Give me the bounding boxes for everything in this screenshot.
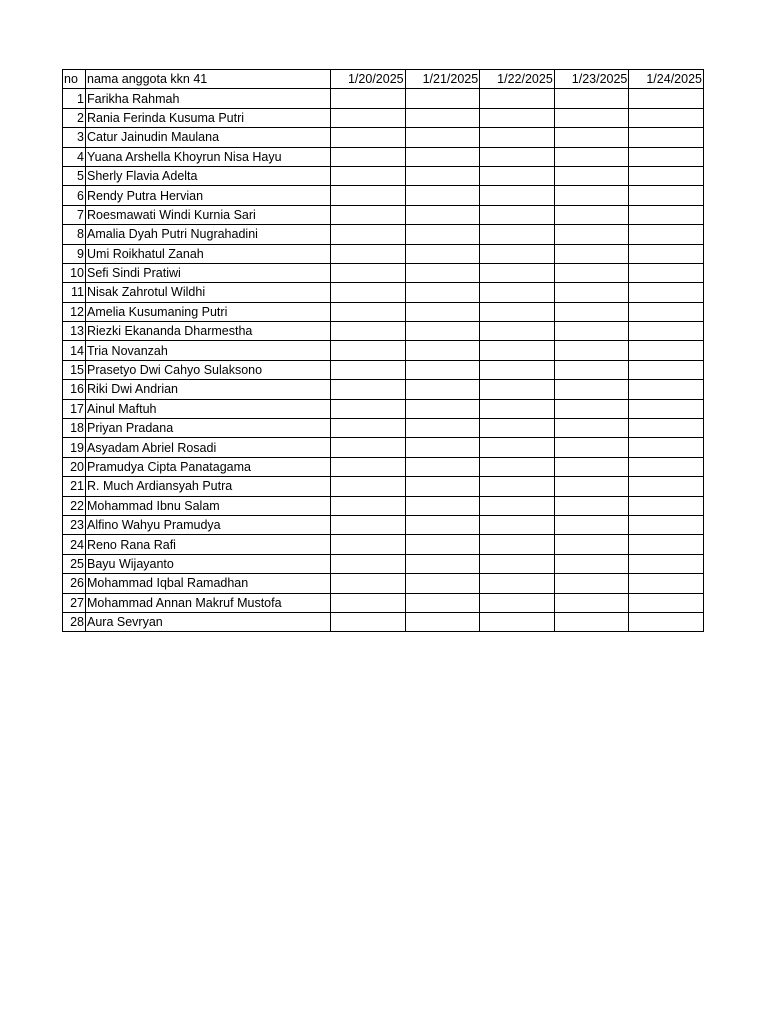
table-row bbox=[63, 515, 704, 534]
member-name: Farikha Rahmah bbox=[86, 89, 331, 108]
attendance-cell bbox=[331, 244, 406, 263]
member-name: Ainul Maftuh bbox=[86, 399, 331, 418]
attendance-cell bbox=[331, 263, 406, 282]
attendance-cell bbox=[480, 496, 555, 515]
attendance-cell bbox=[554, 593, 629, 612]
attendance-cell bbox=[554, 147, 629, 166]
attendance-cell bbox=[405, 205, 480, 224]
member-name: Tria Novanzah bbox=[86, 341, 331, 360]
member-name: Rendy Putra Hervian bbox=[86, 186, 331, 205]
attendance-cell bbox=[405, 322, 480, 341]
attendance-cell bbox=[405, 263, 480, 282]
row-number: 16 bbox=[63, 380, 86, 399]
attendance-cell bbox=[480, 612, 555, 631]
table-row bbox=[63, 89, 704, 108]
attendance-cell bbox=[405, 360, 480, 379]
attendance-cell bbox=[629, 574, 704, 593]
row-number: 25 bbox=[63, 554, 86, 573]
attendance-cell bbox=[629, 341, 704, 360]
attendance-cell bbox=[331, 496, 406, 515]
header-date: 1/22/2025 bbox=[480, 70, 555, 89]
table-row bbox=[63, 399, 704, 418]
attendance-cell bbox=[554, 457, 629, 476]
attendance-cell bbox=[554, 535, 629, 554]
attendance-cell bbox=[629, 535, 704, 554]
table-row bbox=[63, 419, 704, 438]
attendance-cell bbox=[480, 205, 555, 224]
attendance-cell bbox=[554, 205, 629, 224]
attendance-cell bbox=[480, 128, 555, 147]
attendance-cell bbox=[331, 108, 406, 127]
attendance-cell bbox=[331, 166, 406, 185]
row-number: 14 bbox=[63, 341, 86, 360]
attendance-cell bbox=[480, 283, 555, 302]
attendance-cell bbox=[331, 322, 406, 341]
attendance-cell bbox=[405, 554, 480, 573]
attendance-cell bbox=[629, 186, 704, 205]
attendance-cell bbox=[331, 283, 406, 302]
attendance-cell bbox=[554, 263, 629, 282]
member-name: Umi Roikhatul Zanah bbox=[86, 244, 331, 263]
table-row bbox=[63, 283, 704, 302]
attendance-cell bbox=[331, 225, 406, 244]
row-number: 27 bbox=[63, 593, 86, 612]
attendance-cell bbox=[480, 302, 555, 321]
attendance-cell bbox=[554, 283, 629, 302]
attendance-cell bbox=[405, 166, 480, 185]
attendance-table bbox=[62, 69, 704, 632]
attendance-cell bbox=[480, 515, 555, 534]
member-name: Catur Jainudin Maulana bbox=[86, 128, 331, 147]
attendance-cell bbox=[554, 515, 629, 534]
attendance-cell bbox=[405, 496, 480, 515]
member-name: Amalia Dyah Putri Nugrahadini bbox=[86, 225, 331, 244]
table-row bbox=[63, 496, 704, 515]
member-name: Prasetyo Dwi Cahyo Sulaksono bbox=[86, 360, 331, 379]
table-row bbox=[63, 166, 704, 185]
table-row bbox=[63, 574, 704, 593]
member-name: Yuana Arshella Khoyrun Nisa Hayu bbox=[86, 147, 331, 166]
attendance-cell bbox=[554, 496, 629, 515]
attendance-cell bbox=[629, 283, 704, 302]
row-number: 18 bbox=[63, 419, 86, 438]
header-row bbox=[63, 70, 704, 89]
attendance-cell bbox=[480, 244, 555, 263]
attendance-cell bbox=[331, 128, 406, 147]
member-name: Aura Sevryan bbox=[86, 612, 331, 631]
attendance-cell bbox=[629, 554, 704, 573]
attendance-cell bbox=[554, 399, 629, 418]
attendance-cell bbox=[629, 205, 704, 224]
member-name: Nisak Zahrotul Wildhi bbox=[86, 283, 331, 302]
attendance-cell bbox=[331, 89, 406, 108]
member-name: Priyan Pradana bbox=[86, 419, 331, 438]
row-number: 15 bbox=[63, 360, 86, 379]
member-name: Asyadam Abriel Rosadi bbox=[86, 438, 331, 457]
member-name: R. Much Ardiansyah Putra bbox=[86, 477, 331, 496]
table-row bbox=[63, 360, 704, 379]
member-name: Alfino Wahyu Pramudya bbox=[86, 515, 331, 534]
member-name: Riezki Ekananda Dharmestha bbox=[86, 322, 331, 341]
attendance-cell bbox=[629, 263, 704, 282]
attendance-cell bbox=[629, 380, 704, 399]
attendance-cell bbox=[480, 108, 555, 127]
attendance-cell bbox=[629, 515, 704, 534]
attendance-cell bbox=[331, 593, 406, 612]
table-row bbox=[63, 535, 704, 554]
row-number: 1 bbox=[63, 89, 86, 108]
attendance-cell bbox=[480, 166, 555, 185]
attendance-cell bbox=[405, 574, 480, 593]
attendance-cell bbox=[554, 186, 629, 205]
member-name: Bayu Wijayanto bbox=[86, 554, 331, 573]
attendance-cell bbox=[629, 612, 704, 631]
member-name: Rania Ferinda Kusuma Putri bbox=[86, 108, 331, 127]
attendance-cell bbox=[480, 574, 555, 593]
table-row bbox=[63, 186, 704, 205]
attendance-cell bbox=[629, 496, 704, 515]
table-body bbox=[63, 89, 704, 632]
attendance-cell bbox=[554, 89, 629, 108]
row-number: 3 bbox=[63, 128, 86, 147]
row-number: 21 bbox=[63, 477, 86, 496]
attendance-cell bbox=[554, 225, 629, 244]
attendance-cell bbox=[629, 419, 704, 438]
attendance-cell bbox=[554, 477, 629, 496]
attendance-cell bbox=[331, 360, 406, 379]
attendance-cell bbox=[405, 225, 480, 244]
row-number: 28 bbox=[63, 612, 86, 631]
member-name: Sherly Flavia Adelta bbox=[86, 166, 331, 185]
attendance-cell bbox=[331, 535, 406, 554]
attendance-cell bbox=[554, 128, 629, 147]
attendance-cell bbox=[405, 593, 480, 612]
attendance-cell bbox=[629, 147, 704, 166]
attendance-cell bbox=[480, 419, 555, 438]
row-number: 26 bbox=[63, 574, 86, 593]
member-name: Amelia Kusumaning Putri bbox=[86, 302, 331, 321]
attendance-cell bbox=[480, 457, 555, 476]
attendance-cell bbox=[629, 360, 704, 379]
member-name: Riki Dwi Andrian bbox=[86, 380, 331, 399]
row-number: 10 bbox=[63, 263, 86, 282]
attendance-cell bbox=[629, 225, 704, 244]
row-number: 13 bbox=[63, 322, 86, 341]
table-row bbox=[63, 225, 704, 244]
attendance-cell bbox=[629, 477, 704, 496]
row-number: 6 bbox=[63, 186, 86, 205]
attendance-cell bbox=[554, 554, 629, 573]
table-row bbox=[63, 438, 704, 457]
attendance-cell bbox=[629, 108, 704, 127]
attendance-cell bbox=[554, 108, 629, 127]
attendance-cell bbox=[331, 419, 406, 438]
table-row bbox=[63, 302, 704, 321]
attendance-cell bbox=[405, 283, 480, 302]
attendance-cell bbox=[331, 205, 406, 224]
attendance-cell bbox=[480, 147, 555, 166]
attendance-cell bbox=[480, 89, 555, 108]
table-row bbox=[63, 147, 704, 166]
attendance-cell bbox=[554, 341, 629, 360]
attendance-cell bbox=[629, 166, 704, 185]
attendance-cell bbox=[405, 108, 480, 127]
attendance-cell bbox=[405, 341, 480, 360]
attendance-cell bbox=[480, 399, 555, 418]
attendance-cell bbox=[331, 399, 406, 418]
attendance-cell bbox=[405, 535, 480, 554]
attendance-cell bbox=[405, 186, 480, 205]
header-date: 1/21/2025 bbox=[405, 70, 480, 89]
table-row bbox=[63, 263, 704, 282]
attendance-cell bbox=[405, 244, 480, 263]
member-name: Mohammad Ibnu Salam bbox=[86, 496, 331, 515]
attendance-cell bbox=[554, 612, 629, 631]
attendance-cell bbox=[629, 322, 704, 341]
attendance-cell bbox=[629, 438, 704, 457]
attendance-cell bbox=[480, 535, 555, 554]
member-name: Pramudya Cipta Panatagama bbox=[86, 457, 331, 476]
attendance-cell bbox=[554, 360, 629, 379]
member-name: Mohammad Iqbal Ramadhan bbox=[86, 574, 331, 593]
attendance-cell bbox=[331, 147, 406, 166]
table-row bbox=[63, 322, 704, 341]
attendance-cell bbox=[405, 612, 480, 631]
table-row bbox=[63, 341, 704, 360]
attendance-cell bbox=[405, 477, 480, 496]
row-number: 19 bbox=[63, 438, 86, 457]
attendance-cell bbox=[480, 341, 555, 360]
attendance-cell bbox=[331, 380, 406, 399]
row-number: 4 bbox=[63, 147, 86, 166]
attendance-cell bbox=[331, 612, 406, 631]
attendance-cell bbox=[554, 166, 629, 185]
attendance-cell bbox=[331, 438, 406, 457]
attendance-cell bbox=[629, 89, 704, 108]
attendance-cell bbox=[405, 302, 480, 321]
table-row bbox=[63, 477, 704, 496]
attendance-cell bbox=[480, 225, 555, 244]
row-number: 23 bbox=[63, 515, 86, 534]
table-row bbox=[63, 108, 704, 127]
header-date: 1/20/2025 bbox=[331, 70, 406, 89]
attendance-cell bbox=[331, 574, 406, 593]
table-row bbox=[63, 593, 704, 612]
header-date: 1/24/2025 bbox=[629, 70, 704, 89]
attendance-cell bbox=[405, 147, 480, 166]
member-name: Mohammad Annan Makruf Mustofa bbox=[86, 593, 331, 612]
attendance-cell bbox=[629, 593, 704, 612]
attendance-cell bbox=[480, 322, 555, 341]
attendance-cell bbox=[331, 457, 406, 476]
header-date: 1/23/2025 bbox=[554, 70, 629, 89]
table-row bbox=[63, 554, 704, 573]
attendance-cell bbox=[331, 554, 406, 573]
attendance-cell bbox=[405, 419, 480, 438]
table-row bbox=[63, 128, 704, 147]
table-row bbox=[63, 380, 704, 399]
member-name: Roesmawati Windi Kurnia Sari bbox=[86, 205, 331, 224]
attendance-cell bbox=[480, 263, 555, 282]
attendance-cell bbox=[629, 302, 704, 321]
table-row bbox=[63, 612, 704, 631]
attendance-cell bbox=[405, 457, 480, 476]
attendance-cell bbox=[405, 128, 480, 147]
row-number: 11 bbox=[63, 283, 86, 302]
row-number: 12 bbox=[63, 302, 86, 321]
attendance-cell bbox=[405, 399, 480, 418]
row-number: 8 bbox=[63, 225, 86, 244]
attendance-cell bbox=[629, 244, 704, 263]
attendance-cell bbox=[405, 89, 480, 108]
header-no: no bbox=[63, 70, 86, 89]
attendance-cell bbox=[331, 186, 406, 205]
row-number: 24 bbox=[63, 535, 86, 554]
attendance-cell bbox=[480, 360, 555, 379]
attendance-cell bbox=[629, 128, 704, 147]
attendance-cell bbox=[480, 380, 555, 399]
attendance-cell bbox=[554, 438, 629, 457]
attendance-cell bbox=[629, 457, 704, 476]
member-name: Reno Rana Rafi bbox=[86, 535, 331, 554]
attendance-cell bbox=[480, 186, 555, 205]
attendance-cell bbox=[554, 419, 629, 438]
row-number: 5 bbox=[63, 166, 86, 185]
table-row bbox=[63, 205, 704, 224]
attendance-cell bbox=[554, 244, 629, 263]
attendance-cell bbox=[405, 438, 480, 457]
table-row bbox=[63, 244, 704, 263]
row-number: 17 bbox=[63, 399, 86, 418]
attendance-cell bbox=[480, 593, 555, 612]
attendance-cell bbox=[480, 477, 555, 496]
attendance-cell bbox=[554, 574, 629, 593]
member-name: Sefi Sindi Pratiwi bbox=[86, 263, 331, 282]
row-number: 2 bbox=[63, 108, 86, 127]
attendance-cell bbox=[629, 399, 704, 418]
row-number: 20 bbox=[63, 457, 86, 476]
attendance-cell bbox=[480, 438, 555, 457]
table-row bbox=[63, 457, 704, 476]
attendance-cell bbox=[480, 554, 555, 573]
attendance-cell bbox=[405, 380, 480, 399]
attendance-cell bbox=[554, 322, 629, 341]
attendance-cell bbox=[331, 515, 406, 534]
attendance-cell bbox=[331, 477, 406, 496]
attendance-cell bbox=[554, 302, 629, 321]
row-number: 22 bbox=[63, 496, 86, 515]
row-number: 9 bbox=[63, 244, 86, 263]
attendance-cell bbox=[331, 341, 406, 360]
row-number: 7 bbox=[63, 205, 86, 224]
attendance-cell bbox=[331, 302, 406, 321]
attendance-cell bbox=[554, 380, 629, 399]
attendance-cell bbox=[405, 515, 480, 534]
header-name: nama anggota kkn 41 bbox=[86, 70, 331, 89]
